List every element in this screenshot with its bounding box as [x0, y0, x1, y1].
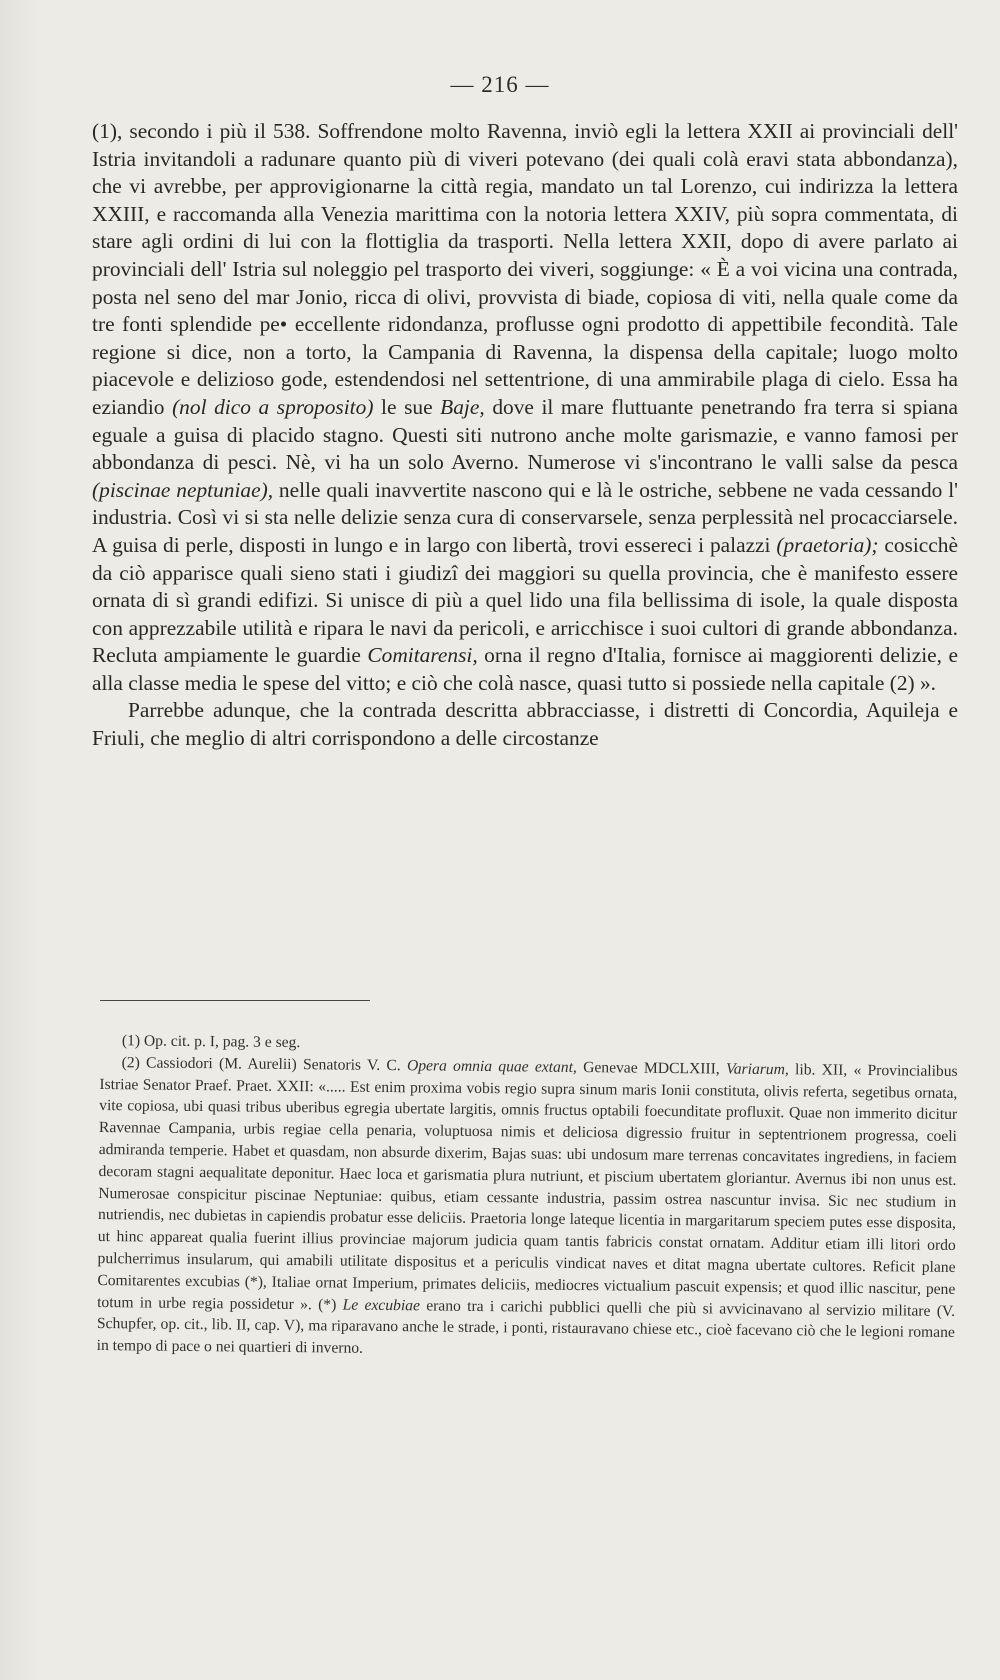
paragraph-1-text-a: (1), secondo i più il 538. Soffrendone molto Ravenna, inviò egli la lettera XXII ai provinciali dell' Istria invitandoli a radunare quanto più di viveri potevano (dei quali colà eravi stata abbondanza), che vi avrebbe, per approvigionarne la città regia, mandato un tal Lorenzo, cui indirizza la lettera XXIII, e raccomanda alla Venezia marittima con la notoria lettera XXIV, più sopra commentata, di stare agli ordini di lui con la flottiglia da trasporti. Nella lettera XXII, dopo di avere parlato ai provinciali dell' Istria sul noleggio pel trasporto dei viveri, soggiunge: « È a voi vicina una contrada, posta nel seno del mar Jonio, ricca di olivi, provvista di biade, copiosa di viti, nella quale come da tre fonti splendide pe• eccellente ridondanza, proflusse ogni prodotto di appettibile fecondità. Tale regione si dice, non a torto, la Campania di Ravenna, la dispensa della capitale; luogo molto piacevole e delizioso gode, estendendosi nel settentrione, di una ammirabile plaga di cielo. Essa ha eziandio: [92, 119, 958, 419]
footnote-2-text-g: erano tra i carichi pubblici quelli che più si avvicinavano al servizio militare (V. Schupfer, op. cit., lib. II, cap. V), ma riparavano anche le strade, i ponti, ristauravano chiese etc., cioè facevano ciò che le legioni romane in tempo di pace o nei quartieri di inverno.: [96, 1296, 956, 1357]
page-edge-shadow: [0, 0, 40, 1680]
paragraph-1-text-k: orna il regno d'Italia, fornisce ai maggiorenti delizie, e alla classe media le spese del vitto; e ciò che colà nasce, quasi tutto si possiede nella capitale (2) ».: [92, 643, 958, 695]
footnote-2-text-a: (2) Cassiodori (M. Aurelii) Senatoris V. C.: [121, 1054, 401, 1074]
footnote-2-italic-d: Variarum,: [725, 1060, 789, 1079]
paragraph-1: [92, 118, 958, 697]
footnote-2: [97, 1052, 958, 1366]
footnotes: [97, 1030, 958, 1366]
footnote-2-italic-b: Opera omnia quae extant,: [406, 1057, 577, 1076]
paragraph-1-italic-d: Baje,: [440, 394, 485, 419]
paragraph-1-italic-f: (piscinae neptuniae),: [92, 477, 274, 502]
footnote-2-italic-f: Le excubiae: [342, 1296, 421, 1314]
paragraph-1-italic-h: (praetoria);: [776, 532, 879, 557]
page-number: — 216 —: [450, 72, 550, 97]
paragraph-1-italic-b: (nol dico a sproposito): [172, 394, 374, 419]
paragraph-2: Parrebbe adunque, che la contrada descritta abbracciasse, i distretti di Concordia, Aquileja e Friuli, che meglio di altri corrispondono a delle circostanze: [92, 698, 958, 751]
main-text: [92, 118, 958, 753]
footnote-separator: [100, 1000, 370, 1001]
paragraph-1-italic-j: Comitarensi,: [367, 643, 478, 668]
footnote-1: (1) Op. cit. p. I, pag. 3 e seg.: [121, 1032, 301, 1052]
paragraph-1-text-c: le sue: [381, 394, 433, 419]
footnote-2-text-c: Genevae MDCLXIII,: [583, 1058, 720, 1078]
footnote-2-text-e: lib. XII, « Provincialibus Istriae Senator Praef. Praet. XXII: «..... Est enim proxima vobis regio supra sinum maris Ionii constituta, olivis referta, segetibus ornata, vite copiosa, ubi quasi tribus uberibus egregia ubertate largitis, omnis fructus optabili foecunditate profluxit. Quae non immerito dicitur Ravennae Campania, urbis regiae cella penaria, voluptuosa nimis et deliciosa digressio fruitur in septentrionem progressa, coeli admiranda temperie. Habet et quasdam, non absurde dixerim, Bajas suas: ubi undosum mare terrenas concavitates ingrediens, in faciem decoram stagni aequalitate deponitur. Haec loca et garismatia plura nutriunt, et piscium ubertatem gloriantur. Avernus ibi non unus est. Numerosae conspicitur piscinae Neptuniae: quibus, etiam cessante industria, passim ostrea nascuntur invisa. Sic nec studium in nutriendis, nec dubietas in capiendis probatur esse deliciis. Praetoria longe lateque licentia in margaritarum speciem putes esse disposita, ut hinc appareat qualia fuerint illius provinciae majorum judicia quam tantis fabricis constat ornatam. Additur etiam illi litori ordo pulcherrimus insularum, qui amabili utilitate dispositus et a periculis vindicat naves et ditat magna ubertate cultores. Reficit plane Comitarentes excubias (*), Italiae ornat Imperium, primates deliciis, mediocres victualium pascuit expensis; et quod illic nascitur, pene totum in urbe regia possidetur ». (*): [97, 1061, 958, 1314]
paragraph-1-text-e: dove il mare fluttuante penetrando fra terra si spiana eguale a guisa di placido stagno. Questi siti nutrono anche molte garismazie, e vanno famosi per abbondanza di pesci. Nè, vi ha un solo Averno. Numerose vi s'incontrano le valli salse da pesca: [92, 394, 958, 475]
paragraph-1-text-g: nelle quali inavvertite nascono qui e là le ostriche, sebbene ne vada cessando l' industria. Così vi si sta nelle delizie senza cura di conservarsele, senza perplessità nel procacciarsele. A guisa di perle, disposti in lungo e in largo con libertà, trovi essereci i palazzi: [92, 477, 958, 557]
paragraph-1-text-i: cosicchè da ciò apparisce quali sieno stati i giudizî dei maggiori su quella provincia, che è manifesto essere ornata di sì grandi edifizi. Si unisce di più a quel lido una fila bellissima di isole, la quale disposta con apprezzabile utilità e ripara le navi da pericoli, e arricchisce i suoi cultori di grande abbondanza. Recluta ampiamente le guardie: [92, 532, 958, 668]
